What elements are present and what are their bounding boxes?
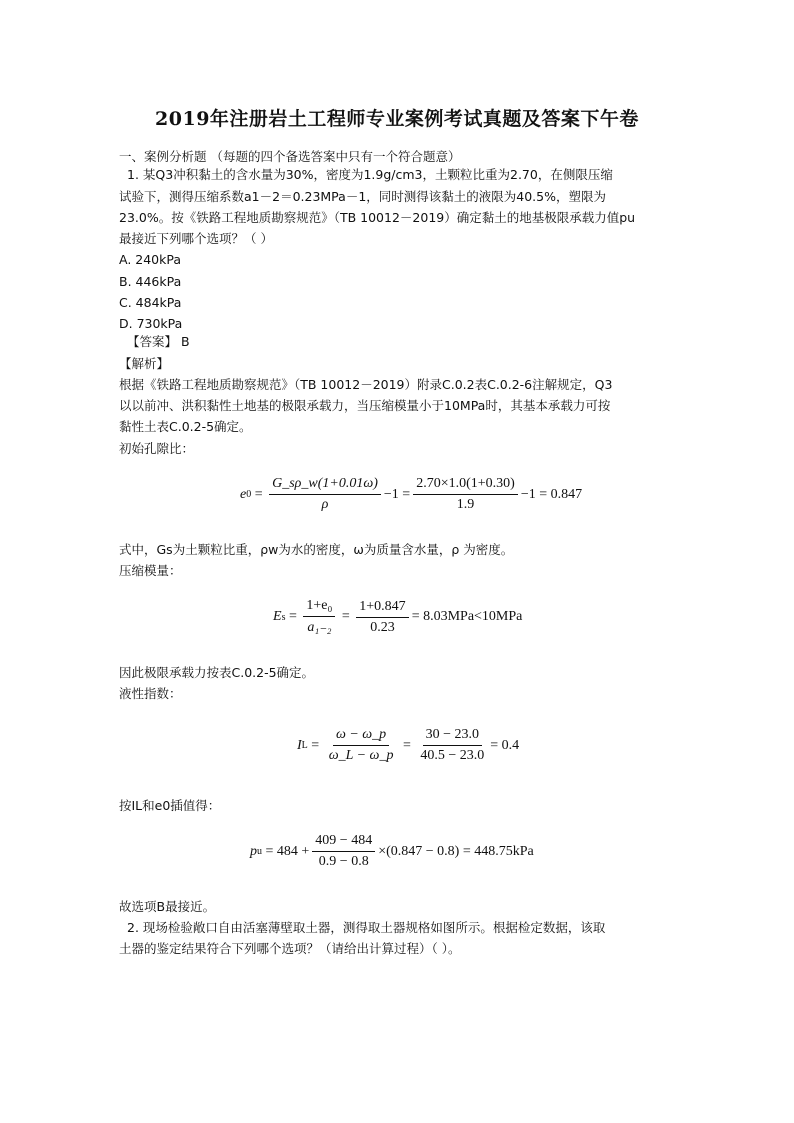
q1-line-4: 最接近下列哪个选项？（ ） — [119, 231, 273, 246]
explain-line: 式中，Gs为土颗粒比重，ρw为水的密度，ω为质量含水量，ρ 为密度。 — [119, 542, 514, 557]
analysis-line-2: 以以前冲、洪积黏性土地基的极限承载力，当压缩模量小于10MPa时，其基本承载力可按 — [119, 398, 611, 413]
eq4-frac: $\frac{409 - 484}{0.9 - 0.8}$ — [312, 833, 375, 870]
eq2-tail: = 8.03MPa<10MPa — [411, 609, 523, 624]
eq3-frac-1: $\frac{\omega - \omega\_p}{\omega\_L - \omega\_p}$ — [328, 727, 394, 763]
eq4-pre: = 484 + — [265, 843, 310, 859]
q1-line-1: 1. 某Q3冲积黏土的含水量为30%，密度为1.9g/cm3，土颗粒比重为2.70，在侧限压缩 — [127, 167, 613, 182]
eq4-lhs: p — [250, 843, 257, 859]
page-title: 2019年注册岩土工程师专业案例考试真题及答案下午卷 — [155, 108, 639, 130]
eq2-frac-1: $\frac{\text{1+e₀}}{\text{a₁₋₂}}$ — [303, 598, 335, 636]
eq3-tail: = 0.4 — [490, 737, 520, 753]
liquidity-label: 液性指数： — [119, 686, 182, 701]
equation-liquidity: I L = $\frac{\omega - \omega\_p}{\omega\_L - \omega\_p}$ = $\frac{30 - 23.0}{40.5 - 23.0}$ = 0.4 — [297, 727, 520, 763]
eq2-lhs-sub: s — [281, 611, 286, 623]
equation-modulus: E s = $\frac{\text{1+e₀}}{\text{a₁₋₂}}$ = $\frac{1+0.847}{0.23}$ = 8.03MPa<10MPa — [273, 598, 523, 635]
analysis-line-3: 黏性土表C.0.2-5确定。 — [119, 419, 252, 434]
section-heading: 一、案例分析题 （每题的四个备选答案中只有一个符合题意） — [119, 149, 461, 164]
q1-line-3: 23.0%。按《铁路工程地质勘察规范》（TB 10012－2019）确定黏土的地基极限承载力值pu — [119, 210, 636, 225]
eq3-frac-2: $\frac{30 - 23.0}{40.5 - 23.0}$ — [420, 727, 485, 763]
q2-line-2: 土器的鉴定结果符合下列哪个选项？（请给出计算过程）（ ）。 — [119, 941, 461, 956]
equation-void-ratio: e 0 = $\frac{G\_s\rho\_w(1+0.01\omega)}{\rho}$ −1 = $\frac{2.70\times 1.0(1+0.30)}{1.9}$ −1 = 0.847 — [240, 476, 583, 512]
analysis-label: 【解析】 — [119, 356, 170, 371]
q1-line-2: 试验下，测得压缩系数a1－2＝0.23MPa－1，同时测得该黏土的液限为40.5%，塑限为 — [119, 189, 606, 204]
eq1-lhs: e — [240, 486, 247, 502]
option-c: C. 484kPa — [119, 295, 182, 310]
answer-line: 【答案】 B — [127, 334, 190, 349]
equation-bearing — [250, 833, 534, 870]
q2-line-1: 2. 现场检验敞口自由活塞薄壁取土器，测得取土器规格如图所示。根据检定数据，该取 — [127, 920, 606, 935]
eq1-lhs-sub: 0 — [246, 489, 252, 500]
option-b: B. 446kPa — [119, 274, 182, 289]
analysis-line-1: 根据《铁路工程地质勘察规范》（TB 10012－2019）附录C.0.2表C.0.2-6注解规定，Q3 — [119, 377, 613, 392]
table-line: 因此极限承载力按表C.0.2-5确定。 — [119, 665, 315, 680]
conclusion-line: 故选项B最接近。 — [119, 899, 216, 914]
eq3-lhs: I — [297, 737, 302, 753]
eq2-lhs: E — [273, 609, 282, 624]
modulus-label: 压缩模量： — [119, 563, 182, 578]
eq1-mid: −1 = — [383, 486, 411, 502]
eq2-frac-2: $\frac{1+0.847}{0.23}$ — [356, 599, 408, 636]
eq4-tail: ×(0.847 − 0.8) = 448.75kPa — [378, 843, 534, 859]
eq1-tail: −1 = 0.847 — [520, 486, 583, 502]
option-d: D. 730kPa — [119, 316, 183, 331]
option-a: A. 240kPa — [119, 252, 182, 267]
eq4-lhs-sub: u — [257, 846, 262, 857]
eq3-lhs-sub: L — [301, 740, 308, 751]
void-ratio-label: 初始孔隙比： — [119, 441, 195, 456]
interp-label: 按IL和e0插值得： — [119, 798, 221, 813]
eq1-frac-2: $\frac{2.70\times 1.0(1+0.30)}{1.9}$ — [413, 476, 518, 513]
eq1-frac-1: $\frac{G\_s\rho\_w(1+0.01\omega)}{\rho}$ — [269, 476, 381, 513]
